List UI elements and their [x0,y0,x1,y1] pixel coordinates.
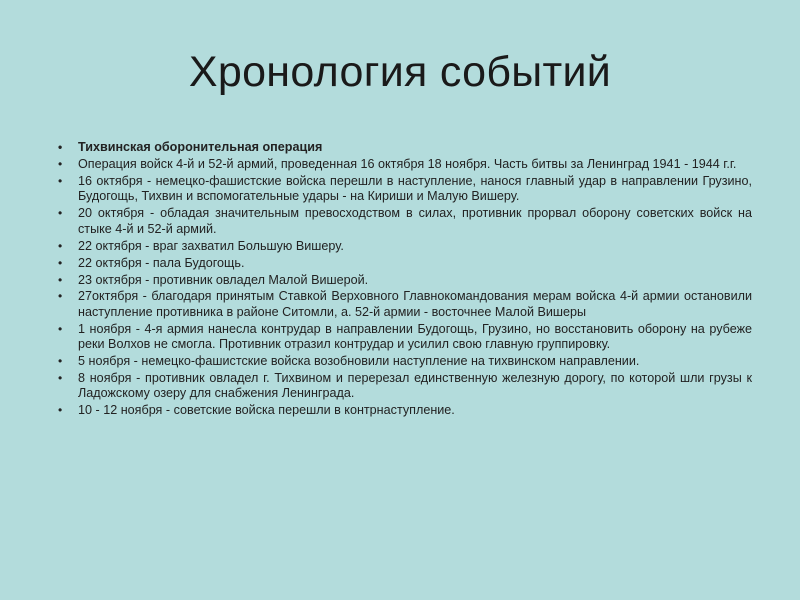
bullet-dot: • [58,140,63,154]
bullet-dot: • [58,403,63,418]
bullet-text: 22 октября - пала Будогощь. [78,255,245,270]
bullet-dot: • [58,289,63,304]
bullet-dot: • [58,371,63,386]
bullet-item [58,206,752,237]
bullet-text: 27октября - благодаря принятым Ставкой Верховного Главнокомандования мерам войска 4-й армии остановили наступление противника в районе Ситомли, а. 52-й армии - восточнее Малой Вишеры [78,289,752,319]
bullet-text: 1 ноября - 4-я армия нанесла контрудар в направлении Будогощь, Грузино, но восстановить оборону на рубеже реки Волхов не смогла. Противник отразил контрудар и усилил свою главную группировку. [78,321,752,352]
bullet-text: 16 октября - немецко-фашистские войска перешли в наступление, нанося главный удар в направлении Грузино, Будогощь, Тихвин и вспомогательные удары - на Кириши и Малую Вишеру. [78,173,752,204]
bullet-item [58,371,752,402]
bullet-text: Операция войск 4-й и 52-й армий, проведенная 16 октября 18 ноября. Часть битвы за Ленинград 1941 - 1944 г.г. [78,156,737,171]
bullet-item [58,239,752,254]
bullet-text: 8 ноября - противник овладел г. Тихвином и перерезал единственную железную дорогу, по которой шли грузы к Ладожскому озеру для снабжения Ленинграда. [78,371,752,401]
bullet-item [58,174,752,205]
bullet-text: Тихвинская оборонительная операция [78,140,323,154]
bullet-item [58,140,752,155]
bullet-dot: • [58,272,63,287]
bullet-text: 10 - 12 ноября - советские войска перешли в контрнаступление. [78,403,455,418]
bullet-dot: • [58,321,63,336]
bullet-dot: • [58,238,63,253]
bullet-item [58,403,752,418]
bullet-dot: • [58,255,63,270]
bullet-dot: • [58,156,63,171]
bullet-text: 22 октября - враг захватил Большую Вишеру. [78,238,344,253]
bullet-dot: • [58,206,63,221]
bullet-item [58,289,752,320]
bullet-text: 5 ноября - немецко-фашистские войска возобновили наступление на тихвинском направлении. [78,354,640,369]
bullet-text: 23 октября - противник овладел Малой Вишерой. [78,272,369,287]
bullet-item [58,322,752,353]
bullet-item [58,354,752,369]
slide-title: Хронология событий [188,48,612,96]
bullet-item [58,273,752,288]
bullet-text: 20 октября - обладая значительным превосходством в силах, противник прорвал оборону советских войск на стыке 4-й и 52-й армий. [78,206,752,236]
bullet-dot: • [58,173,63,188]
bullet-item [58,256,752,271]
bullet-dot: • [58,354,63,369]
bullet-list [58,140,752,420]
bullet-item [58,157,752,172]
